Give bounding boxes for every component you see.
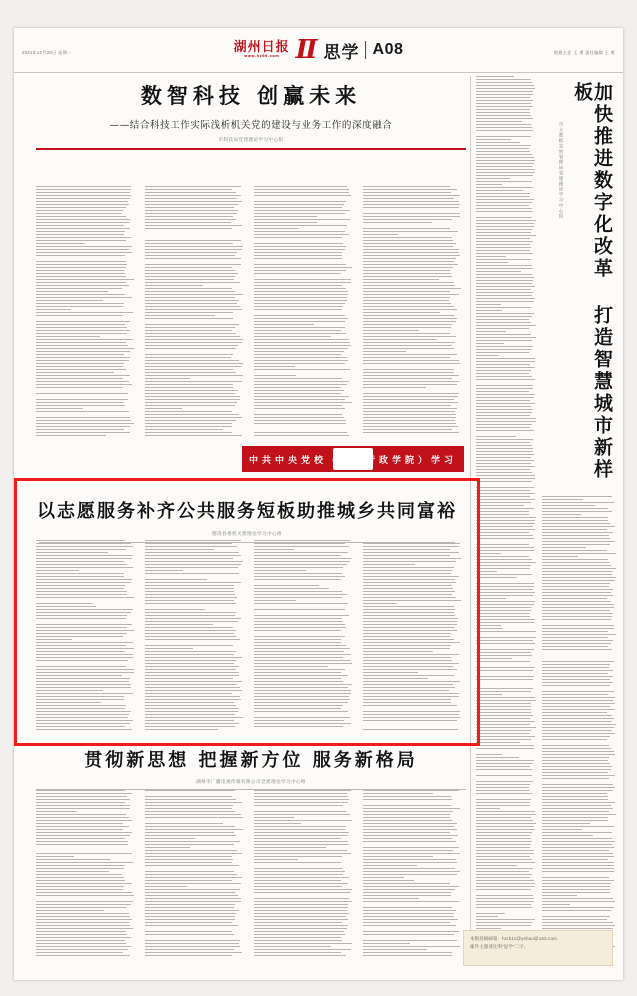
decorative-banner (242, 446, 464, 472)
article-highlight-column-1 (36, 540, 134, 732)
article-main-header (36, 80, 466, 150)
article-highlight-column-4 (363, 540, 461, 732)
paper-logo (234, 41, 290, 59)
article-main-column-1 (36, 186, 134, 438)
article-vertical-column-1 (476, 76, 536, 956)
masthead-center (234, 37, 404, 63)
article-main-column-3 (254, 186, 352, 438)
article-bottom-header (36, 746, 466, 790)
article-vertical-byline: 市大数据发展管理局党建理论学习中心组 (559, 122, 565, 220)
submission-email: 本版投稿邮箱：hzrb11@yebao@163.com (470, 936, 557, 941)
masthead-editor-info: 值班主任 王 勇 责任编辑 王 勇 (553, 50, 615, 55)
article-bottom-column-1 (36, 790, 134, 956)
article-highlight-title: 以志愿服务补齐公共服务短板助推城乡共同富裕 (37, 501, 457, 522)
section-name: 思学 (323, 42, 360, 62)
article-main-column-2 (145, 186, 243, 438)
paper-website: www.hz66.com (243, 54, 280, 59)
article-bottom-title: 贯彻新思想 把握新方位 服务新格局 (84, 750, 418, 771)
article-main-column-4 (363, 186, 461, 438)
article-main-byline: 市科技局党建理论学习中心组 (218, 137, 284, 142)
article-vertical-title: 加快推进数字化改革 打造智慧城市新样板 (571, 82, 613, 481)
article-highlight-column-2 (145, 540, 243, 732)
newspaper-sheet (14, 28, 623, 980)
masthead (14, 28, 623, 73)
submission-subject-hint: 邮件主题请注明“思学”二字。 (470, 944, 529, 950)
section-code: A08 (372, 41, 404, 58)
article-main-subtitle: ——结合科技工作实际浅析机关党的建设与业务工作的深度融合 (109, 120, 393, 131)
article-bottom-byline: 湖州市广播电视传媒有限公司党建理论学习中心组 (196, 779, 306, 784)
banner-text: 中共中央党校（国家行政学院）学习 (248, 455, 457, 466)
masthead-divider (366, 41, 367, 59)
article-highlight-column-3 (254, 540, 352, 732)
article-vertical-column-2 (542, 496, 616, 956)
red-rule (36, 148, 466, 150)
article-bottom-column-4 (363, 790, 461, 956)
article-highlight-byline: 德清县委机关建理论学习中心组 (212, 531, 282, 536)
paper-name: 湖州日报 (233, 40, 290, 56)
article-bottom-column-2 (145, 790, 243, 956)
brand-mark-icon: Ⅱ (295, 35, 318, 65)
article-main-title: 数智科技 创赢未来 (140, 84, 362, 108)
masthead-date: 2021年12月20日 星期一 (22, 50, 72, 55)
article-bottom-column-3 (254, 790, 352, 956)
submission-note (463, 930, 613, 966)
